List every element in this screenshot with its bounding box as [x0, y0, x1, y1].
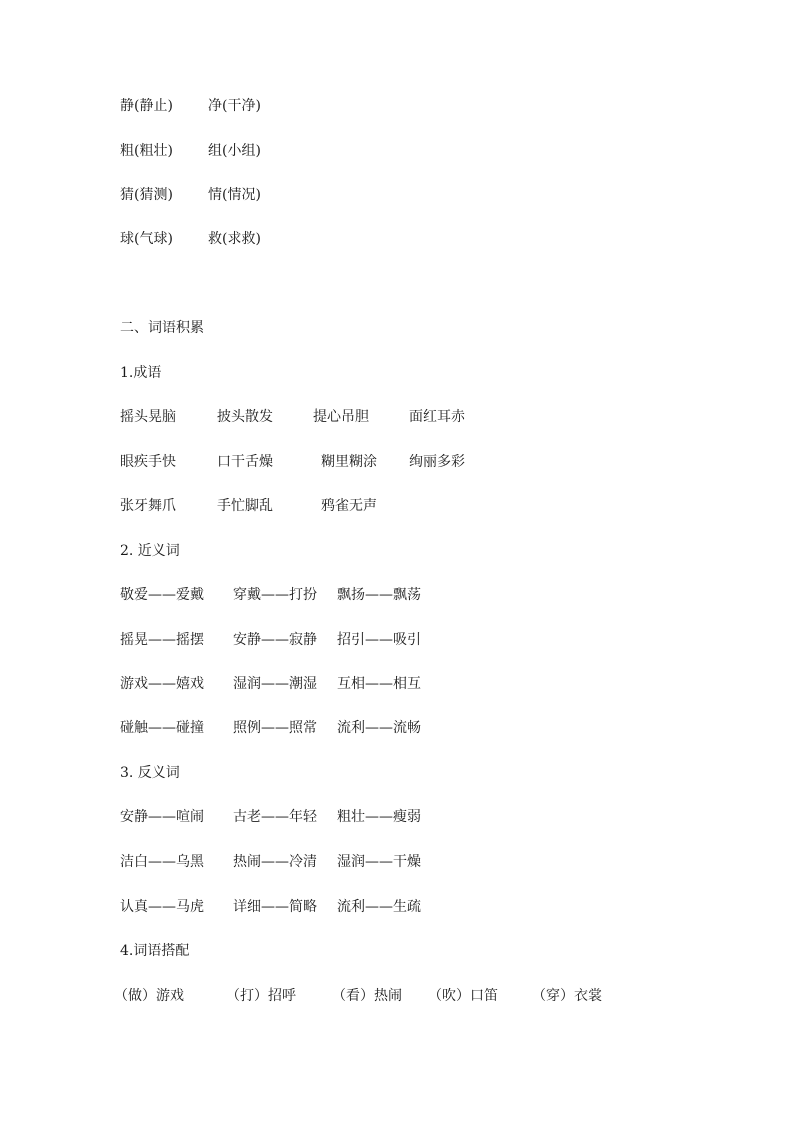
synonym-pair: 穿戴——打扮 — [233, 587, 317, 603]
antonym-pair: 安静——喧闹 — [120, 809, 204, 825]
antonym-pair: 流利——生疏 — [337, 899, 421, 915]
antonym-pair: 详细——简略 — [233, 899, 317, 915]
char-group-left: 猜(猜测) — [120, 187, 173, 203]
antonym-pair: 古老——年轻 — [233, 809, 317, 825]
section-title: 二、词语积累 — [120, 320, 204, 336]
antonym-pair: 湿润——干燥 — [337, 854, 421, 870]
antonym-pair: 认真——马虎 — [120, 899, 204, 915]
collocation: （做）游戏 — [114, 988, 184, 1004]
collocations-heading: 4.词语搭配 — [120, 943, 190, 959]
synonym-pair: 摇晃——摇摆 — [120, 632, 204, 648]
synonym-pair: 安静——寂静 — [233, 632, 317, 648]
antonym-pair: 洁白——乌黑 — [120, 854, 204, 870]
synonym-pair: 照例——照常 — [233, 720, 317, 736]
synonym-pair: 湿润——潮湿 — [233, 676, 317, 692]
antonym-pair: 热闹——冷清 — [233, 854, 317, 870]
char-group-right: 组(小组) — [208, 143, 261, 159]
collocation: （打）招呼 — [226, 988, 296, 1004]
synonym-pair: 游戏——嬉戏 — [120, 676, 204, 692]
idiom: 提心吊胆 — [313, 409, 369, 425]
char-group-right: 净(干净) — [208, 98, 261, 114]
char-group-left: 静(静止) — [120, 98, 173, 114]
char-group-left: 球(气球) — [120, 231, 173, 247]
synonym-pair: 飘扬——飘荡 — [337, 587, 421, 603]
idiom: 摇头晃脑 — [120, 409, 176, 425]
idiom: 鸦雀无声 — [321, 498, 377, 514]
idiom: 眼疾手快 — [120, 454, 176, 470]
synonym-pair: 招引——吸引 — [337, 632, 421, 648]
idiom: 披头散发 — [217, 409, 273, 425]
synonym-pair: 敬爱——爱戴 — [120, 587, 204, 603]
antonym-pair: 粗壮——瘦弱 — [337, 809, 421, 825]
idiom: 口干舌燥 — [217, 454, 273, 470]
char-group-right: 情(情况) — [208, 187, 261, 203]
idiom: 面红耳赤 — [409, 409, 465, 425]
char-group-right: 救(求救) — [208, 231, 261, 247]
idiom: 张牙舞爪 — [120, 498, 176, 514]
idiom: 手忙脚乱 — [217, 498, 273, 514]
collocation: （穿）衣裳 — [532, 988, 602, 1004]
char-group-left: 粗(粗壮) — [120, 143, 173, 159]
synonym-pair: 碰触——碰撞 — [120, 720, 204, 736]
collocation: （看）热闹 — [332, 988, 402, 1004]
idiom: 糊里糊涂 — [321, 454, 377, 470]
synonym-pair: 流利——流畅 — [337, 720, 421, 736]
synonym-pair: 互相——相互 — [337, 676, 421, 692]
antonyms-heading: 3. 反义词 — [120, 765, 180, 781]
synonyms-heading: 2. 近义词 — [120, 543, 180, 559]
idioms-heading: 1.成语 — [120, 365, 162, 381]
collocation: （吹）口笛 — [428, 988, 498, 1004]
idiom: 绚丽多彩 — [409, 454, 465, 470]
